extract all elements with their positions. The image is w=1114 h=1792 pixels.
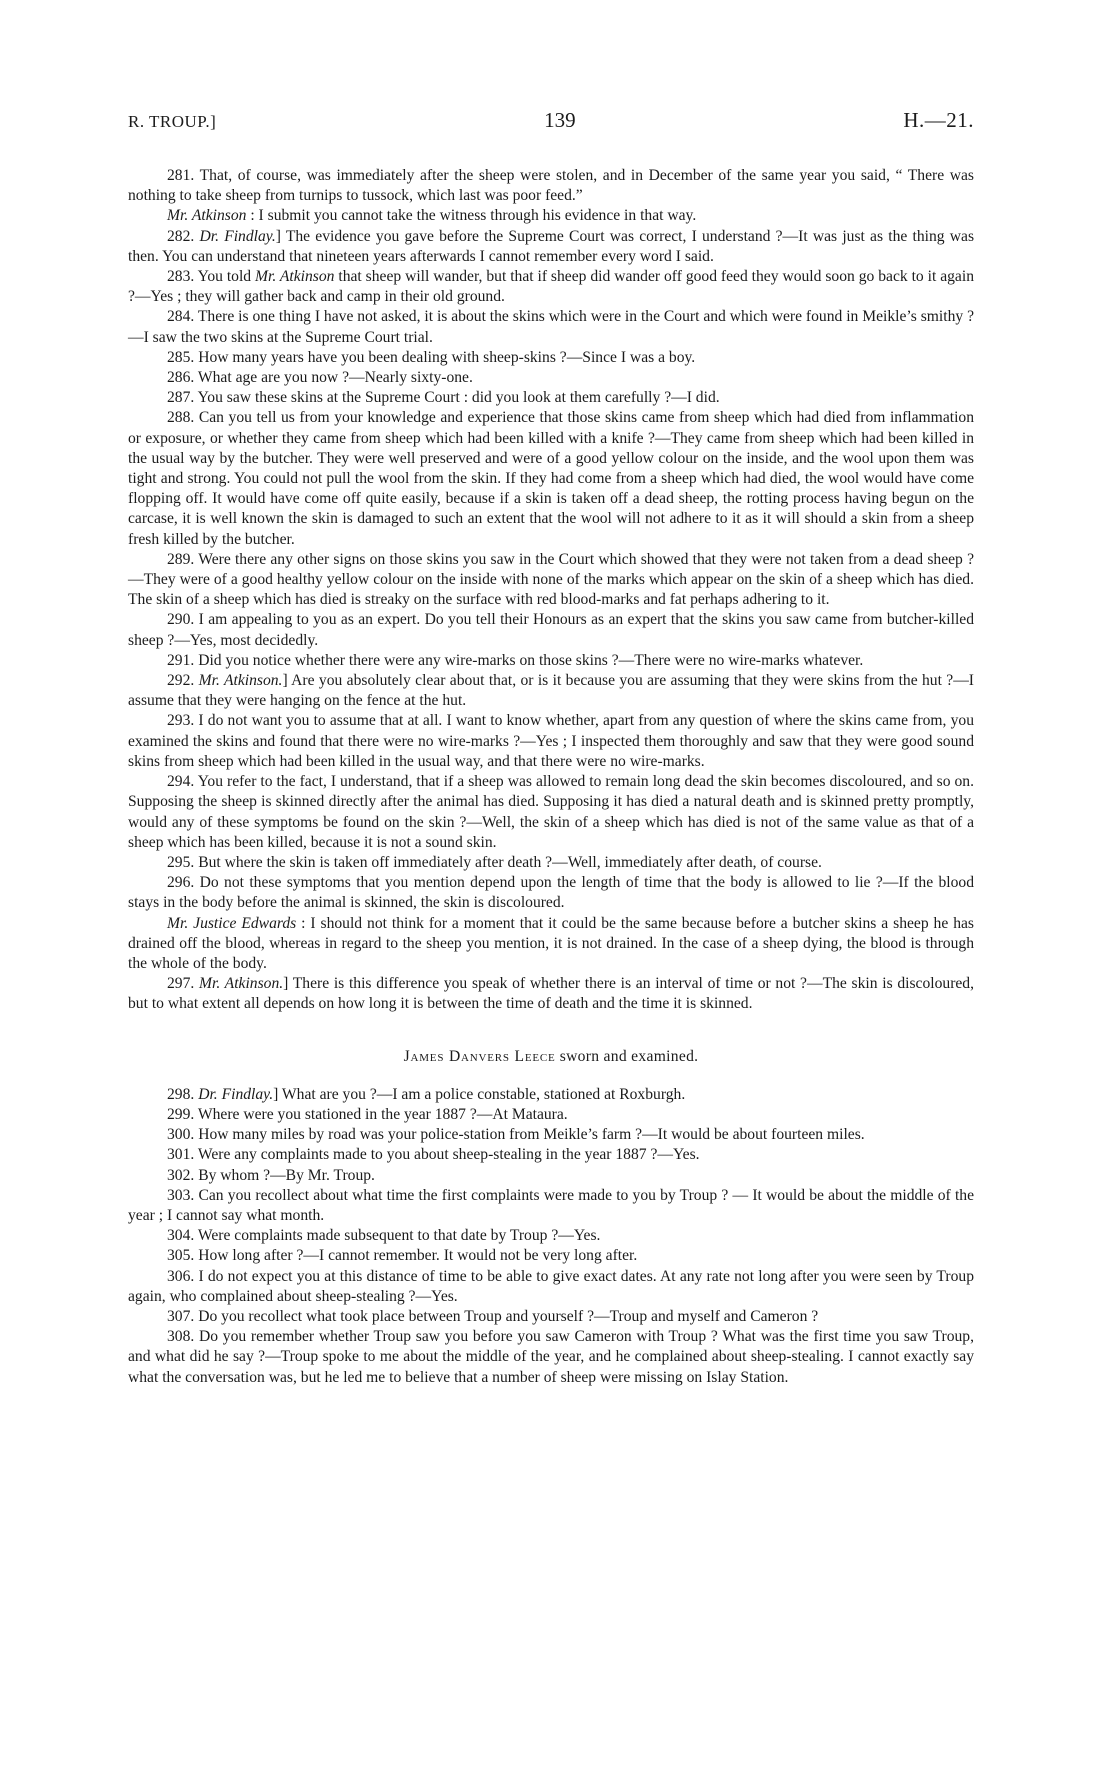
paragraph-281: 281. That, of course, was immediately after the sheep were stolen, and in December of the same year you said, “ There was nothing to take sheep from turnips to tussock, which last was poor feed.”	[128, 167, 974, 205]
paragraph-283: 283. You told Mr. Atkinson that sheep will wander, but that if sheep did wander off good feed they would soon go back to it again ?—Yes ; they will gather back and camp in their old ground.	[128, 268, 974, 306]
paragraph-288: 288. Can you tell us from your knowledge and experience that those skins came from sheep which had died from inflammation or exposure, or whether they came from sheep which had been killed with a knife ?—They came from sheep which had been killed in the usual way by the butcher. They were well preserved and were of a good yellow colour on the inside, and the wool upon them was tight and strong. You could not pull the wool from the skin. If they had come from a sheep which had died, the wool would have come flopping off. It would have come off quite easily, because if a skin is taken off a dead sheep, the rotting process having begun on the carcase, it is well known the skin is damaged to such an extent that the wool will not adhere to it as it will should a skin from a sheep fresh killed by the butcher.	[128, 409, 974, 548]
page-number: 139	[544, 108, 576, 132]
document-reference: H.—21.	[903, 108, 974, 132]
paragraph-301: 301. Were any complaints made to you about sheep-stealing in the year 1887 ?—Yes.	[167, 1146, 700, 1164]
paragraph-atkinson-interjection: Mr. Atkinson : I submit you cannot take the witness through his evidence in that way.	[167, 207, 697, 225]
paragraph-289: 289. Were there any other signs on those skins you saw in the Court which showed that they were not taken from a dead sheep ?—They were of a good healthy yellow colour on the inside with none of the marks which appear on the skin of a sheep which has died. The skin of a sheep which has died is streaky on the surface with red blood-marks and fat perhaps adhering to it.	[128, 550, 974, 609]
paragraph-300: 300. How many miles by road was your police-station from Meikle’s farm ?—It would be about fourteen miles.	[167, 1126, 865, 1144]
paragraph-292: 292. Mr. Atkinson.] Are you absolutely clear about that, or is it because you are assuming that they were skins from the hut ?—I assume that they were hanging on the fence at the hut.	[128, 672, 974, 710]
paragraph-293: 293. I do not want you to assume that at all. I want to know whether, apart from any question of where the skins came from, you examined the skins and found that there were no wire-marks ?—Yes ; I inspected them thoroughly and saw that they were good sound skins from sheep which had been killed in the usual way, and that there were no wire-marks.	[128, 712, 974, 770]
paragraph-284: 284. There is one thing I have not asked, it is about the skins which were in the Court and which were found in Meikle’s smithy ?—I saw the two skins at the Supreme Court trial.	[128, 308, 974, 346]
paragraph-306: 306. I do not expect you at this distance of time to be able to give exact dates. At any rate not long after you were seen by Troup again, who complained about sheep-stealing ?—Yes.	[128, 1267, 974, 1305]
witness-heading	[128, 1047, 974, 1067]
paragraph-290: 290. I am appealing to you as an expert. Do you tell their Honours as an expert that the skins you saw came from butcher-killed sheep ?—Yes, most decidedly.	[128, 611, 974, 649]
transcript-body	[128, 166, 974, 1388]
paragraph-299: 299. Where were you stationed in the year 1887 ?—At Mataura.	[167, 1105, 568, 1123]
paragraph-304: 304. Were complaints made subsequent to that date by Troup ?—Yes.	[167, 1227, 601, 1245]
paragraph-291: 291. Did you notice whether there were any wire-marks on those skins ?—There were no wire-marks whatever.	[167, 651, 864, 669]
paragraph-297: 297. Mr. Atkinson.] There is this difference you speak of whether there is an interval of time or not ?—The skin is discoloured, but to what extent all depends on how long it is between the time of death and the time it is skinned.	[128, 975, 974, 1013]
paragraph-308: 308. Do you remember whether Troup saw you before you saw Cameron with Troup ? What was the first time you saw Troup, and what did he say ?—Troup spoke to me about the middle of the year, and he complained about sheep-stealing. I cannot exactly say what the conversation was, but he led me to believe that a number of sheep were missing on Islay Station.	[128, 1328, 974, 1386]
witness-heading-rest: sworn and examined.	[559, 1047, 699, 1065]
paragraph-296: 296. Do not these symptoms that you mention depend upon the length of time that the body is allowed to lie ?—If the blood stays in the body before the animal is skinned, the skin is discoloured.	[128, 874, 974, 912]
paragraph-295: 295. But where the skin is taken off immediately after death ?—Well, immediately after death, of course.	[167, 853, 822, 871]
paragraph-285: 285. How many years have you been dealing with sheep-skins ?—Since I was a boy.	[167, 348, 696, 366]
paragraph-287: 287. You saw these skins at the Supreme Court : did you look at them carefully ?—I did.	[167, 389, 720, 407]
paragraph-303: 303. Can you recollect about what time the first complaints were made to you by Troup ? — It would be about the middle of the year ; I cannot say what month.	[128, 1186, 974, 1224]
header-witness-name: R. TROUP.]	[128, 112, 217, 131]
paragraph-286: 286. What age are you now ?—Nearly sixty-one.	[167, 369, 473, 387]
paragraph-justice-edwards: Mr. Justice Edwards : I should not think for a moment that it could be the same because before a butcher skins a sheep he has drained off the blood, whereas in regard to the sheep you mention, it is not drained. In the case of a sheep dying, the blood is through the whole of the body.	[128, 914, 974, 972]
paragraph-307: 307. Do you recollect what took place between Troup and yourself ?—Troup and myself and Cameron ?	[167, 1307, 819, 1325]
paragraph-302: 302. By whom ?—By Mr. Troup.	[167, 1166, 375, 1184]
paragraph-305: 305. How long after ?—I cannot remember. It would not be very long after.	[167, 1247, 638, 1265]
paragraph-298: 298. Dr. Findlay.] What are you ?—I am a police constable, stationed at Roxburgh.	[167, 1085, 686, 1103]
paragraph-294: 294. You refer to the fact, I understand, that if a sheep was allowed to remain long dead the skin becomes discoloured, and so on. Supposing the sheep is skinned directly after the animal has died. Supposing it has died a natural death and is skinned pretty promptly, would any of these symptoms be found on the skin ?—Well, the skin of a sheep which has died is not of the same value as that of a sheep which has been killed, because it is not a sound skin.	[128, 773, 974, 851]
paragraph-282: 282. Dr. Findlay.] The evidence you gave before the Supreme Court was correct, I understand ?—It was just as the thing was then. You can understand that nineteen years afterwards I cannot remember every word I said.	[128, 227, 975, 265]
witness-name: James Danvers Leece	[403, 1047, 556, 1065]
page-header	[128, 108, 974, 152]
